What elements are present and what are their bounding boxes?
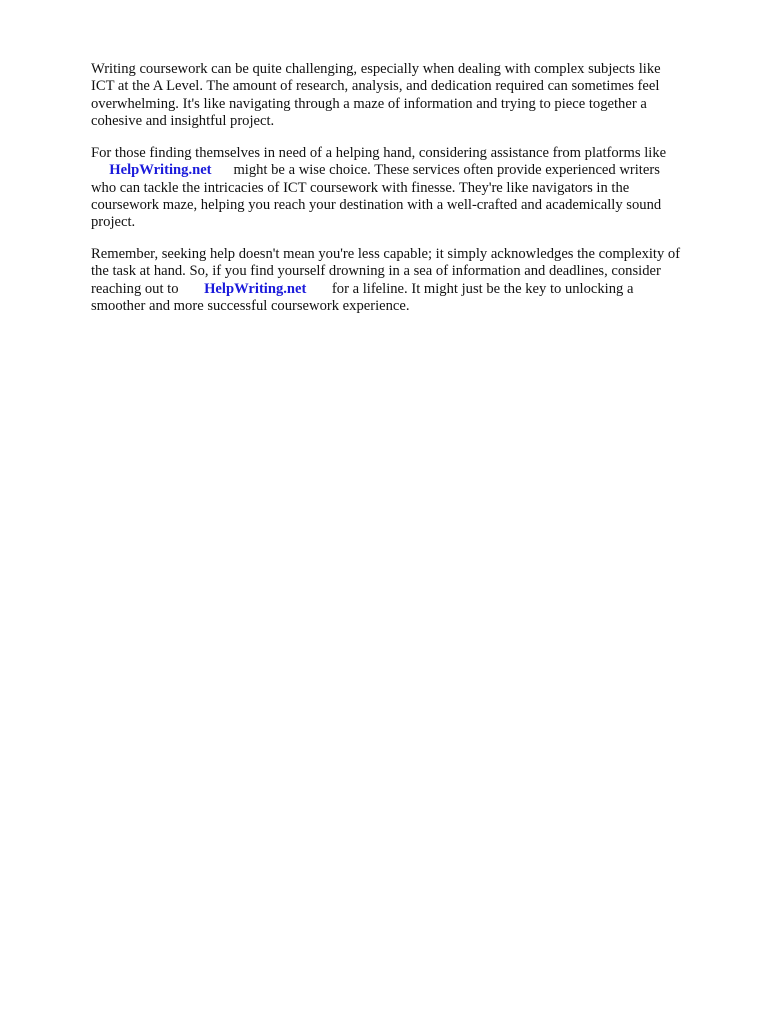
paragraph-line: [91, 162, 731, 179]
line-text: reaching out to: [91, 280, 205, 297]
paragraph-assistance: [91, 145, 731, 231]
paragraph-line: project.: [91, 214, 136, 231]
paragraph-line: Writing coursework can be quite challenging, especially when dealing with complex subjects like: [91, 61, 661, 77]
paragraph-line: Remember, seeking help doesn't mean you're less capable; it simply acknowledges the complexity of: [91, 246, 681, 262]
helpwriting-link[interactable]: HelpWriting.net: [204, 280, 307, 297]
paragraph-line: who can tackle the intricacies of ICT coursework with finesse. They're like navigators in the: [91, 179, 630, 196]
paragraph-line: the task at hand. So, if you find yourself drowning in a sea of information and deadlines, consider: [91, 263, 661, 280]
paragraph-line: ICT at the A Level. The amount of research, analysis, and dedication required can sometimes feel: [91, 78, 660, 95]
helpwriting-link[interactable]: HelpWriting.net: [109, 162, 212, 179]
paragraph-line: For those finding themselves in need of a helping hand, considering assistance from platforms like: [91, 145, 667, 161]
paragraph-intro: [91, 61, 731, 130]
paragraph-line: smoother and more successful coursework experience.: [91, 297, 410, 314]
line-text: for a lifeline. It might just be the key to unlocking a: [306, 280, 634, 297]
paragraph-conclusion: [91, 246, 731, 315]
paragraph-line: coursework maze, helping you reach your destination with a well-crafted and academically sound: [91, 196, 662, 213]
paragraph-line: [91, 281, 731, 298]
line-text: might be a wise choice. These services often provide experienced writers: [211, 162, 660, 179]
paragraph-line: cohesive and insightful project.: [91, 112, 275, 129]
line-indent: [91, 162, 109, 178]
paragraph-line: overwhelming. It's like navigating through a maze of information and trying to piece together a: [91, 95, 647, 112]
